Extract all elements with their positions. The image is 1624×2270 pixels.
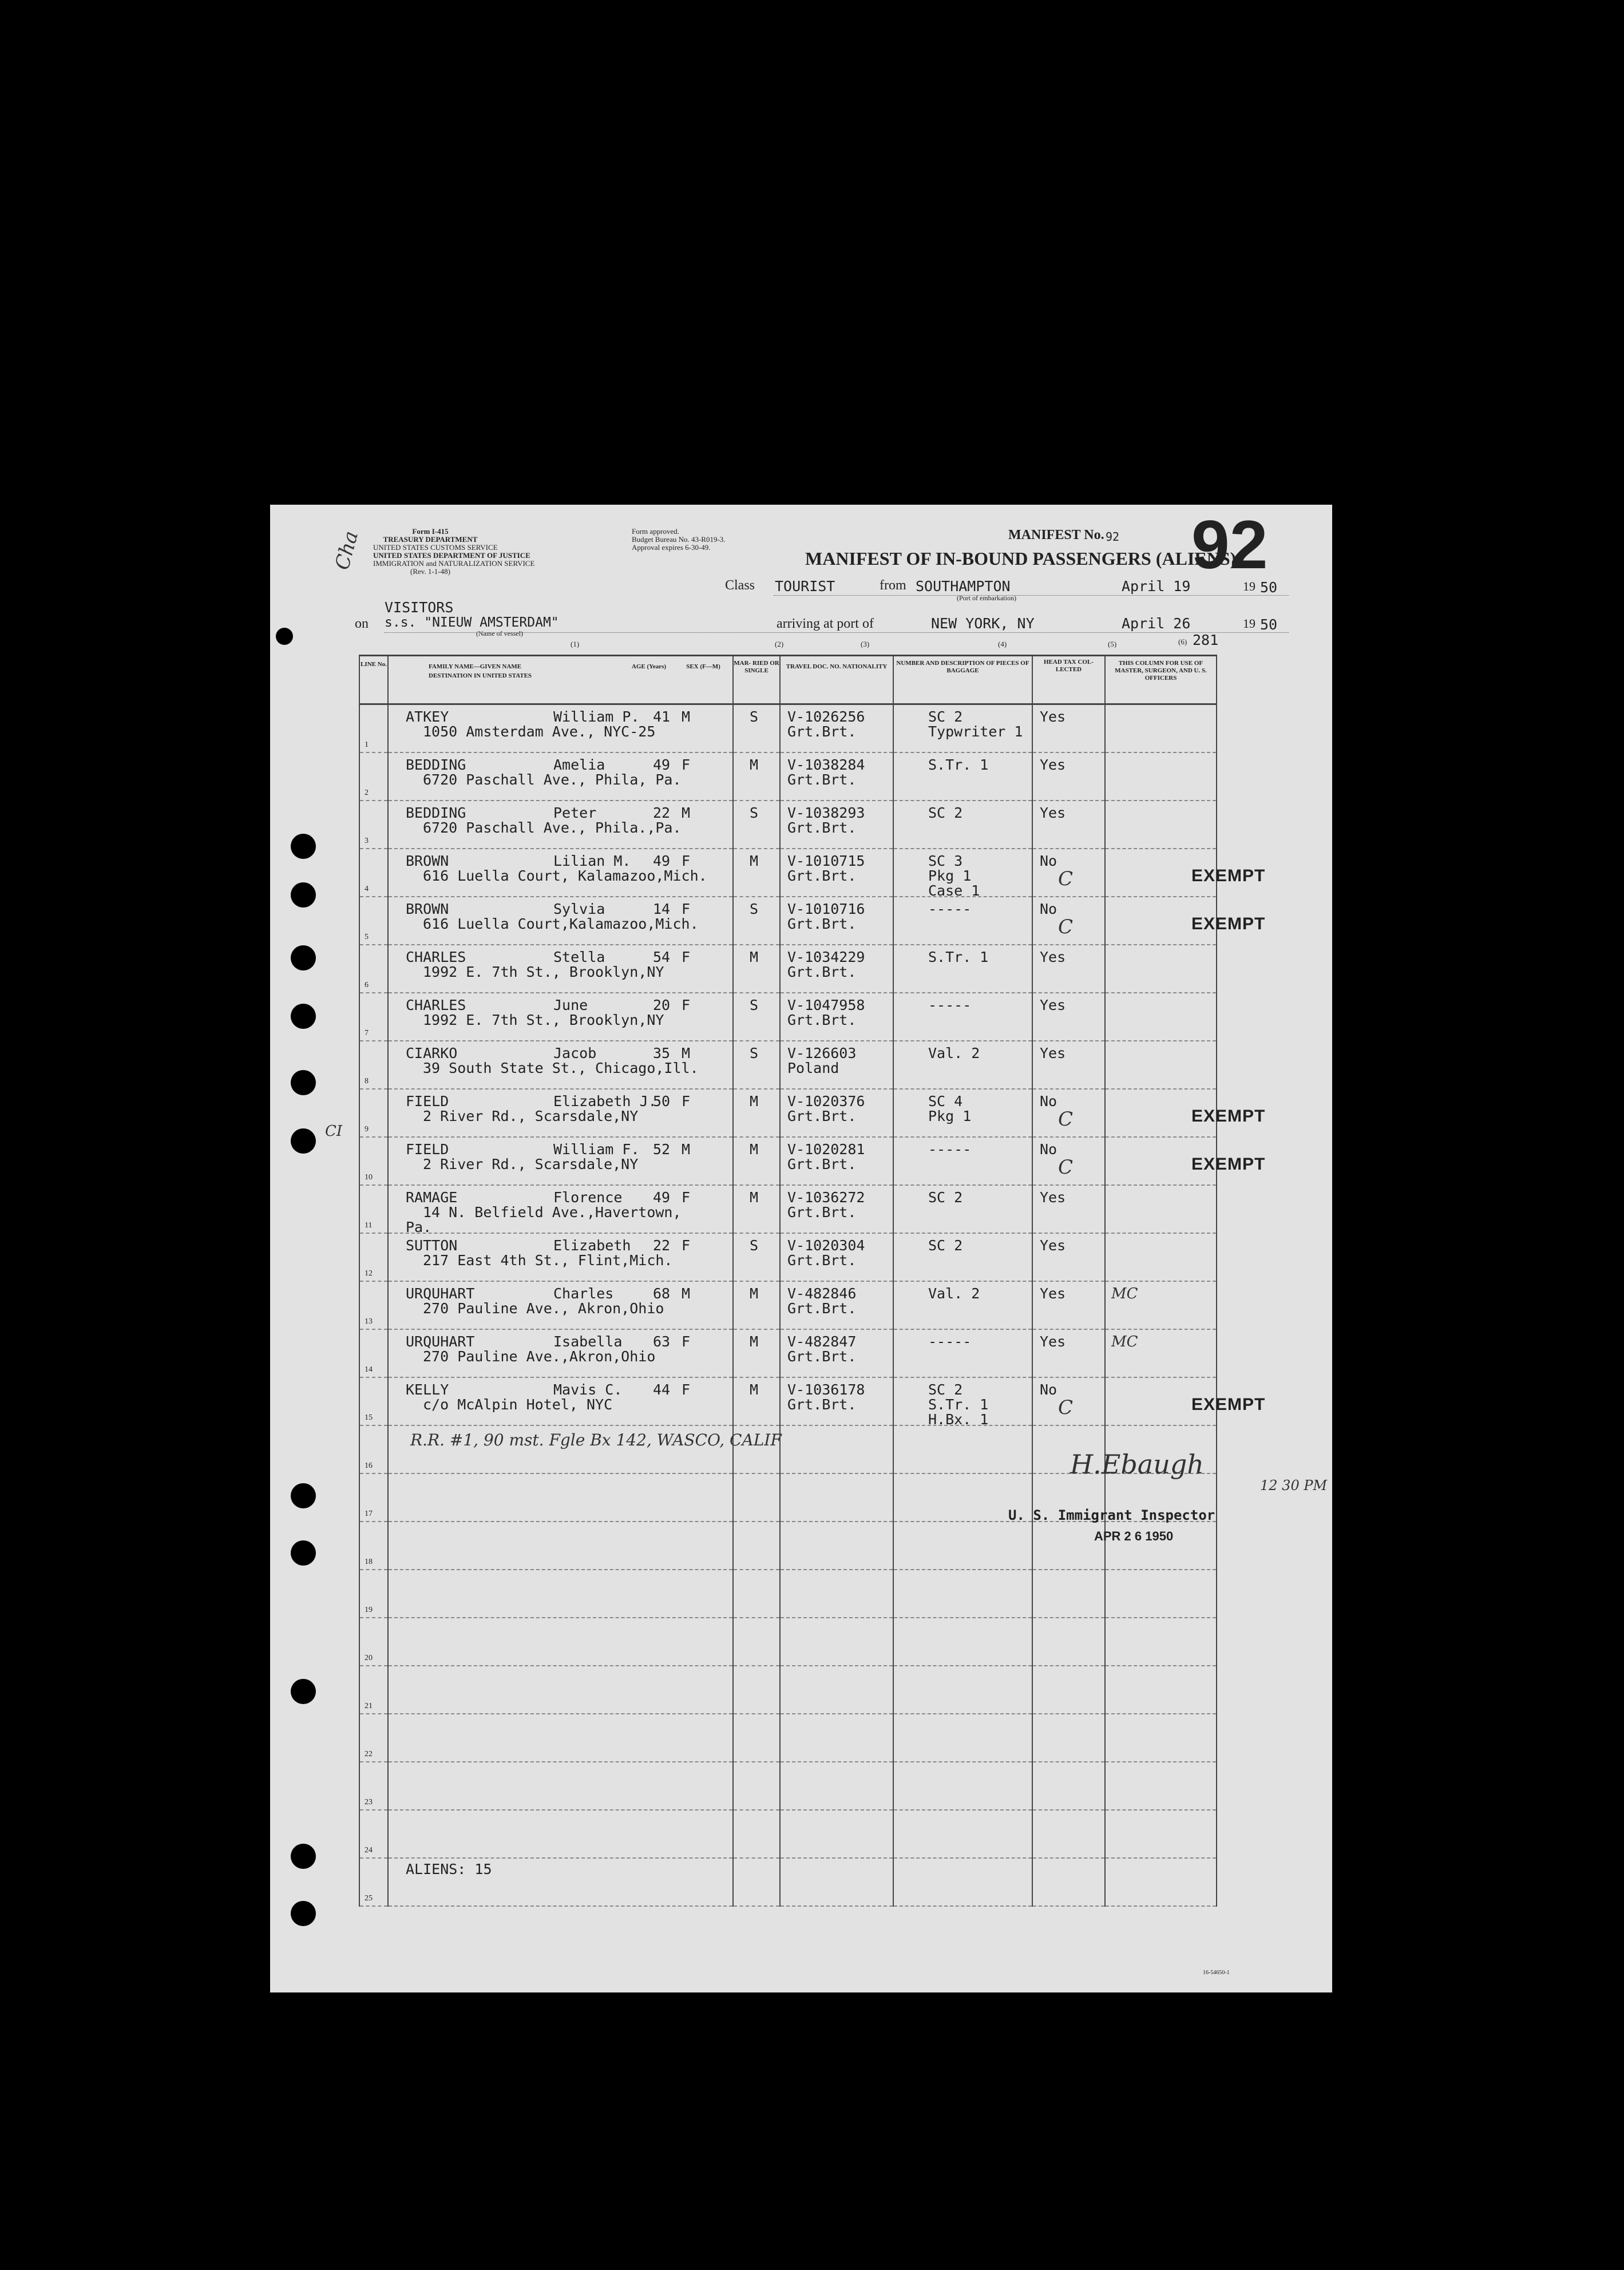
table-row <box>359 752 1217 801</box>
nationality: Poland <box>787 1060 839 1076</box>
travel-doc: V-1038284 <box>787 756 865 773</box>
age: 41 <box>653 708 671 725</box>
destination: 1050 Amsterdam Ave., NYC-25 <box>423 723 656 740</box>
destination: 217 East 4th St., Flint,Mich. <box>423 1252 673 1269</box>
given-name: Elizabeth J. <box>553 1093 657 1110</box>
nationality: Grt.Brt. <box>787 1348 857 1365</box>
sex: F <box>682 756 691 773</box>
destination: 2 River Rd., Scarsdale,NY <box>423 1156 639 1172</box>
marital-status: M <box>750 1285 759 1302</box>
table-row <box>359 1522 1217 1570</box>
sex: F <box>682 1093 691 1110</box>
line-number: 7 <box>365 1029 369 1037</box>
given-name: Amelia <box>553 756 605 773</box>
officer-note: MC <box>1111 1333 1138 1350</box>
ship-note: (Name of vessel) <box>476 629 523 637</box>
baggage-1: ----- <box>928 1141 972 1158</box>
marital-status: M <box>750 756 759 773</box>
line-number: 10 <box>365 1173 373 1182</box>
nationality: Grt.Brt. <box>787 723 857 740</box>
dept-justice: UNITED STATES DEPARTMENT OF JUSTICE <box>373 551 530 560</box>
given-name: Jacob <box>553 1045 597 1061</box>
manifest-no-label: MANIFEST No. <box>1008 528 1104 542</box>
table-row <box>359 1137 1217 1185</box>
manifest-no-stamp: 92 <box>1191 506 1268 583</box>
nationality: Grt.Brt. <box>787 1012 857 1028</box>
age: 68 <box>653 1285 671 1302</box>
marital-status: M <box>750 853 759 869</box>
baggage-1: SC 2 <box>928 1381 963 1398</box>
given-name: Florence <box>553 1189 623 1206</box>
surname: FIELD <box>406 1141 449 1158</box>
visitors-label: VISITORS <box>385 599 454 616</box>
destination: 616 Luella Court, Kalamazoo,Mich. <box>423 867 707 884</box>
punch-hole <box>291 1844 316 1869</box>
destination: 270 Pauline Ave., Akron,Ohio <box>423 1300 664 1317</box>
age: 14 <box>653 901 671 917</box>
marital-status: M <box>750 949 759 965</box>
table-row <box>359 1377 1217 1425</box>
destination: 616 Luella Court,Kalamazoo,Mich. <box>423 916 699 932</box>
on-label: on <box>355 616 369 631</box>
age: 35 <box>653 1045 671 1061</box>
marital-status: M <box>750 1141 759 1158</box>
table-row <box>359 945 1217 993</box>
surname: ATKEY <box>406 708 449 725</box>
arrive-year: 50 <box>1260 616 1278 633</box>
baggage-1: S.Tr. 1 <box>928 949 989 965</box>
line-number: 16 <box>365 1461 373 1470</box>
table-row <box>359 993 1217 1041</box>
marital-status: S <box>750 1237 759 1254</box>
sex: M <box>682 1285 691 1302</box>
header-baggage: NUMBER AND DESCRIPTION OF PIECES OF BAGGAGE <box>893 656 1032 704</box>
header-travel-doc: TRAVEL DOC. NO. NATIONALITY <box>780 656 893 704</box>
sex: M <box>682 708 691 725</box>
nationality: Grt.Brt. <box>787 1108 857 1124</box>
sex: F <box>682 853 691 869</box>
destination: 6720 Paschall Ave., Phila.,Pa. <box>423 819 682 836</box>
baggage-1: ----- <box>928 997 972 1013</box>
officer-note: EXEMPT <box>1191 1107 1266 1126</box>
baggage-1: SC 2 <box>928 1189 963 1206</box>
baggage-1: ----- <box>928 901 972 917</box>
header-name: FAMILY NAME—GIVEN NAME <box>429 663 522 670</box>
line-number: 19 <box>365 1606 373 1614</box>
travel-doc: V-1038293 <box>787 805 865 821</box>
col-number-4: (4) <box>998 640 1007 648</box>
punch-hole <box>276 628 293 645</box>
from-value: SOUTHAMPTON <box>916 578 1011 595</box>
header-married: MAR- RIED OR SINGLE <box>733 656 780 704</box>
head-tax: Yes <box>1040 805 1066 821</box>
col-number-2: (2) <box>775 640 784 648</box>
baggage-1: SC 2 <box>928 708 963 725</box>
inspector-signature: H.Ebaugh <box>1070 1449 1204 1480</box>
destination: 6720 Paschall Ave., Phila, Pa. <box>423 771 682 788</box>
punch-hole <box>291 945 316 970</box>
age: 22 <box>653 1237 671 1254</box>
given-name: Peter <box>553 805 597 821</box>
travel-doc: V-1010716 <box>787 901 865 917</box>
punch-hole <box>291 1004 316 1029</box>
baggage-1: ----- <box>928 1333 972 1350</box>
destination: 39 South State St., Chicago,Ill. <box>423 1060 699 1076</box>
given-name: June <box>553 997 588 1013</box>
col-number-6: (6) <box>1178 637 1187 646</box>
age: 22 <box>653 805 671 821</box>
head-tax-mark: C <box>1058 1396 1074 1419</box>
punch-hole <box>291 1483 316 1508</box>
head-tax: Yes <box>1040 997 1066 1013</box>
sex: F <box>682 997 691 1013</box>
baggage-2: Pkg 1 <box>928 1108 972 1124</box>
arrive-port: NEW YORK, NY <box>931 615 1035 632</box>
age: 63 <box>653 1333 671 1350</box>
table-row <box>359 1762 1217 1810</box>
aliens-total: ALIENS: 15 <box>406 1861 492 1877</box>
nationality: Grt.Brt. <box>787 1204 857 1221</box>
line-number: 15 <box>365 1413 373 1422</box>
table-row <box>359 1570 1217 1618</box>
age: 49 <box>653 853 671 869</box>
arriving-label: arriving at port of <box>777 616 874 631</box>
header-age: AGE (Years) <box>631 663 667 670</box>
travel-doc: V-1036178 <box>787 1381 865 1398</box>
form-agency-block <box>373 527 535 576</box>
travel-doc: V-1034229 <box>787 949 865 965</box>
line-number: 1 <box>365 740 369 749</box>
head-tax: No <box>1040 1141 1057 1158</box>
age: 20 <box>653 997 671 1013</box>
head-tax: Yes <box>1040 708 1066 725</box>
dept-customs: UNITED STATES CUSTOMS SERVICE <box>373 543 498 552</box>
depart-year-prefix: 19 <box>1243 579 1255 593</box>
age: 49 <box>653 756 671 773</box>
line-number: 25 <box>365 1894 373 1903</box>
travel-doc: V-1020376 <box>787 1093 865 1110</box>
table-row <box>359 1618 1217 1666</box>
line-number: 13 <box>365 1317 373 1326</box>
age: 54 <box>653 949 671 965</box>
age: 49 <box>653 1189 671 1206</box>
given-name: Isabella <box>553 1333 623 1350</box>
depart-year: 50 <box>1260 579 1278 596</box>
arrive-date: April 26 <box>1122 615 1191 632</box>
marital-status: S <box>750 805 759 821</box>
approval-line-1: Form approved. <box>632 527 680 536</box>
header-line-no: LINE No. <box>359 656 388 704</box>
line-number: 4 <box>365 885 369 893</box>
destination: 1992 E. 7th St., Brooklyn,NY <box>423 964 664 980</box>
header-officers: THIS COLUMN FOR USE OF MASTER, SURGEON, AND U. S. OFFICERS <box>1105 656 1217 704</box>
surname: URQUHART <box>406 1285 475 1302</box>
sex: M <box>682 1045 691 1061</box>
punch-hole <box>291 1128 316 1154</box>
given-name: William P. <box>553 708 640 725</box>
marital-status: S <box>750 708 759 725</box>
head-tax: Yes <box>1040 949 1066 965</box>
line-number: 18 <box>365 1558 373 1566</box>
header-sex: SEX (F—M) <box>686 663 720 670</box>
baggage-3: Case 1 <box>928 882 980 899</box>
head-tax-mark: C <box>1058 1108 1074 1131</box>
nationality: Grt.Brt. <box>787 916 857 932</box>
form-revision: (Rev. 1-1-48) <box>410 567 450 576</box>
depart-date: April 19 <box>1122 578 1191 595</box>
header-destination: DESTINATION IN UNITED STATES <box>429 672 532 679</box>
sex: F <box>682 1381 691 1398</box>
kelly-handwritten-address: R.R. #1, 90 mst. Fgle Bx 142, WASCO, CALIF <box>410 1431 782 1449</box>
class-label: Class <box>725 578 755 593</box>
surname: SUTTON <box>406 1237 458 1254</box>
line-number: 8 <box>365 1077 369 1086</box>
table-row <box>359 1041 1217 1089</box>
given-name: Stella <box>553 949 605 965</box>
head-tax: No <box>1040 1093 1057 1110</box>
signature-time: 12 30 PM <box>1260 1477 1328 1493</box>
col-number-5: (5) <box>1108 640 1117 648</box>
table-row <box>359 1185 1217 1233</box>
given-name: Lilian M. <box>553 853 631 869</box>
officer-note: EXEMPT <box>1191 914 1266 933</box>
line-number: 9 <box>365 1125 369 1134</box>
approval-block <box>632 528 726 552</box>
marital-status: S <box>750 901 759 917</box>
table-row <box>359 1281 1217 1329</box>
head-tax: Yes <box>1040 1045 1066 1061</box>
inspector-title: U. S. Immigrant Inspector <box>1008 1507 1215 1523</box>
header-name-block <box>388 656 733 704</box>
margin-mark: CI <box>325 1123 343 1140</box>
destination: 270 Pauline Ave.,Akron,Ohio <box>423 1348 656 1365</box>
surname: CIARKO <box>406 1045 458 1061</box>
head-tax-mark: C <box>1058 867 1074 890</box>
nationality: Grt.Brt. <box>787 819 857 836</box>
margin-note: Cha <box>330 528 363 573</box>
surname: CHARLES <box>406 997 466 1013</box>
travel-doc: V-1010715 <box>787 853 865 869</box>
line-number: 22 <box>365 1750 373 1758</box>
sex: F <box>682 1237 691 1254</box>
head-tax-mark: C <box>1058 1156 1074 1179</box>
punch-hole <box>291 1540 316 1566</box>
manifest-no-typed: 92 <box>1106 530 1120 544</box>
given-name: Elizabeth <box>553 1237 631 1254</box>
line-number: 12 <box>365 1269 373 1278</box>
head-tax: No <box>1040 1381 1057 1398</box>
surname: BEDDING <box>406 805 466 821</box>
sex: F <box>682 901 691 917</box>
destination: 1992 E. 7th St., Brooklyn,NY <box>423 1012 664 1028</box>
head-tax: Yes <box>1040 756 1066 773</box>
punch-hole <box>291 882 316 908</box>
line-number: 21 <box>365 1702 373 1710</box>
surname: KELLY <box>406 1381 449 1398</box>
given-name: Charles <box>553 1285 614 1302</box>
officer-note: EXEMPT <box>1191 1155 1266 1174</box>
destination: 14 N. Belfield Ave.,Havertown, <box>423 1204 682 1221</box>
travel-doc: V-482846 <box>787 1285 857 1302</box>
table-row <box>359 1089 1217 1137</box>
table-row <box>359 1810 1217 1858</box>
officer-note: EXEMPT <box>1191 866 1266 885</box>
given-name: Mavis C. <box>553 1381 623 1398</box>
marital-status: S <box>750 997 759 1013</box>
total-passenger-count: 281 <box>1193 632 1219 648</box>
table-row <box>359 1714 1217 1762</box>
destination: c/o McAlpin Hotel, NYC <box>423 1396 613 1413</box>
baggage-1: SC 4 <box>928 1093 963 1110</box>
sex: F <box>682 949 691 965</box>
dept-treasury: TREASURY DEPARTMENT <box>383 535 478 544</box>
baggage-1: Val. 2 <box>928 1045 980 1061</box>
line-number: 2 <box>365 789 369 797</box>
officer-note: EXEMPT <box>1191 1395 1266 1414</box>
marital-status: M <box>750 1093 759 1110</box>
surname: CHARLES <box>406 949 466 965</box>
manifest-page <box>270 505 1332 1992</box>
baggage-1: SC 2 <box>928 805 963 821</box>
baggage-1: Val. 2 <box>928 1285 980 1302</box>
baggage-3: H.Bx. 1 <box>928 1411 989 1428</box>
head-tax-mark: C <box>1058 916 1074 938</box>
nationality: Grt.Brt. <box>787 964 857 980</box>
travel-doc: V-126603 <box>787 1045 857 1061</box>
baggage-1: SC 3 <box>928 853 963 869</box>
nationality: Grt.Brt. <box>787 1156 857 1172</box>
line-number: 17 <box>365 1510 373 1518</box>
port-note: (Port of embarkation) <box>957 594 1016 602</box>
travel-doc: V-482847 <box>787 1333 857 1350</box>
sex: F <box>682 1189 691 1206</box>
manifest-title: MANIFEST OF IN-BOUND PASSENGERS (ALIENS) <box>805 548 1237 569</box>
surname: URQUHART <box>406 1333 475 1350</box>
nationality: Grt.Brt. <box>787 1252 857 1269</box>
sex: F <box>682 1333 691 1350</box>
punch-hole <box>291 1070 316 1095</box>
approval-line-2: Budget Bureau No. 43-R019-3. <box>632 535 726 544</box>
table-row <box>359 1858 1217 1906</box>
surname: BROWN <box>406 853 449 869</box>
line-number: 6 <box>365 981 369 989</box>
passenger-table <box>359 655 1266 1907</box>
sex: M <box>682 1141 691 1158</box>
line-number: 20 <box>365 1654 373 1662</box>
line-number: 23 <box>365 1798 373 1807</box>
table-row <box>359 849 1217 897</box>
travel-doc: V-1020281 <box>787 1141 865 1158</box>
footer-code: 16-54650-1 <box>1203 1970 1230 1976</box>
table-row <box>359 1233 1217 1281</box>
nationality: Grt.Brt. <box>787 1396 857 1413</box>
line-number: 11 <box>365 1221 373 1230</box>
col-number-3: (3) <box>861 640 870 648</box>
destination: 2 River Rd., Scarsdale,NY <box>423 1108 639 1124</box>
baggage-1: S.Tr. 1 <box>928 756 989 773</box>
arrive-year-prefix: 19 <box>1243 616 1255 631</box>
class-value: TOURIST <box>775 578 835 595</box>
ship-name: s.s. "NIEUW AMSTERDAM" <box>385 615 559 630</box>
line-number: 14 <box>365 1365 373 1374</box>
marital-status: M <box>750 1333 759 1350</box>
table-row <box>359 801 1217 849</box>
travel-doc: V-1047958 <box>787 997 865 1013</box>
officer-note: MC <box>1111 1285 1138 1302</box>
head-tax: Yes <box>1040 1189 1066 1206</box>
travel-doc: V-1020304 <box>787 1237 865 1254</box>
punch-hole <box>291 1679 316 1704</box>
line-number: 3 <box>365 837 369 845</box>
marital-status: M <box>750 1381 759 1398</box>
approval-line-3: Approval expires 6-30-49. <box>632 543 711 552</box>
header-head-tax: HEAD TAX COL- LECTED <box>1032 656 1105 704</box>
travel-doc: V-1026256 <box>787 708 865 725</box>
surname: BROWN <box>406 901 449 917</box>
head-tax: Yes <box>1040 1333 1066 1350</box>
dept-ins: IMMIGRATION and NATURALIZATION SERVICE <box>373 559 535 568</box>
line-number: 24 <box>365 1846 373 1855</box>
age: 52 <box>653 1141 671 1158</box>
col-number-1: (1) <box>571 640 580 648</box>
table-row <box>359 1666 1217 1714</box>
age: 44 <box>653 1381 671 1398</box>
surname: BEDDING <box>406 756 466 773</box>
table-row <box>359 1329 1217 1377</box>
table-row <box>359 704 1217 753</box>
marital-status: S <box>750 1045 759 1061</box>
nationality: Grt.Brt. <box>787 1300 857 1317</box>
form-number: Form I-415 <box>412 527 449 536</box>
sex: M <box>682 805 691 821</box>
punch-hole <box>291 834 316 859</box>
baggage-2: S.Tr. 1 <box>928 1396 989 1413</box>
baggage-2: Pkg 1 <box>928 867 972 884</box>
baggage-1: SC 2 <box>928 1237 963 1254</box>
head-tax: Yes <box>1040 1237 1066 1254</box>
travel-doc: V-1036272 <box>787 1189 865 1206</box>
head-tax: No <box>1040 853 1057 869</box>
nationality: Grt.Brt. <box>787 771 857 788</box>
marital-status: M <box>750 1189 759 1206</box>
head-tax: No <box>1040 901 1057 917</box>
nationality: Grt.Brt. <box>787 867 857 884</box>
punch-hole <box>291 1901 316 1926</box>
surname: FIELD <box>406 1093 449 1110</box>
line-number: 5 <box>365 933 369 941</box>
given-name: Sylvia <box>553 901 605 917</box>
head-tax: Yes <box>1040 1285 1066 1302</box>
table-row <box>359 897 1217 945</box>
destination-line-2: Pa. <box>406 1219 432 1235</box>
given-name: William F. <box>553 1141 640 1158</box>
inspector-date-stamp: APR 2 6 1950 <box>1094 1529 1174 1543</box>
baggage-2: Typwriter 1 <box>928 723 1023 740</box>
age: 50 <box>653 1093 671 1110</box>
surname: RAMAGE <box>406 1189 458 1206</box>
from-label: from <box>880 578 906 593</box>
